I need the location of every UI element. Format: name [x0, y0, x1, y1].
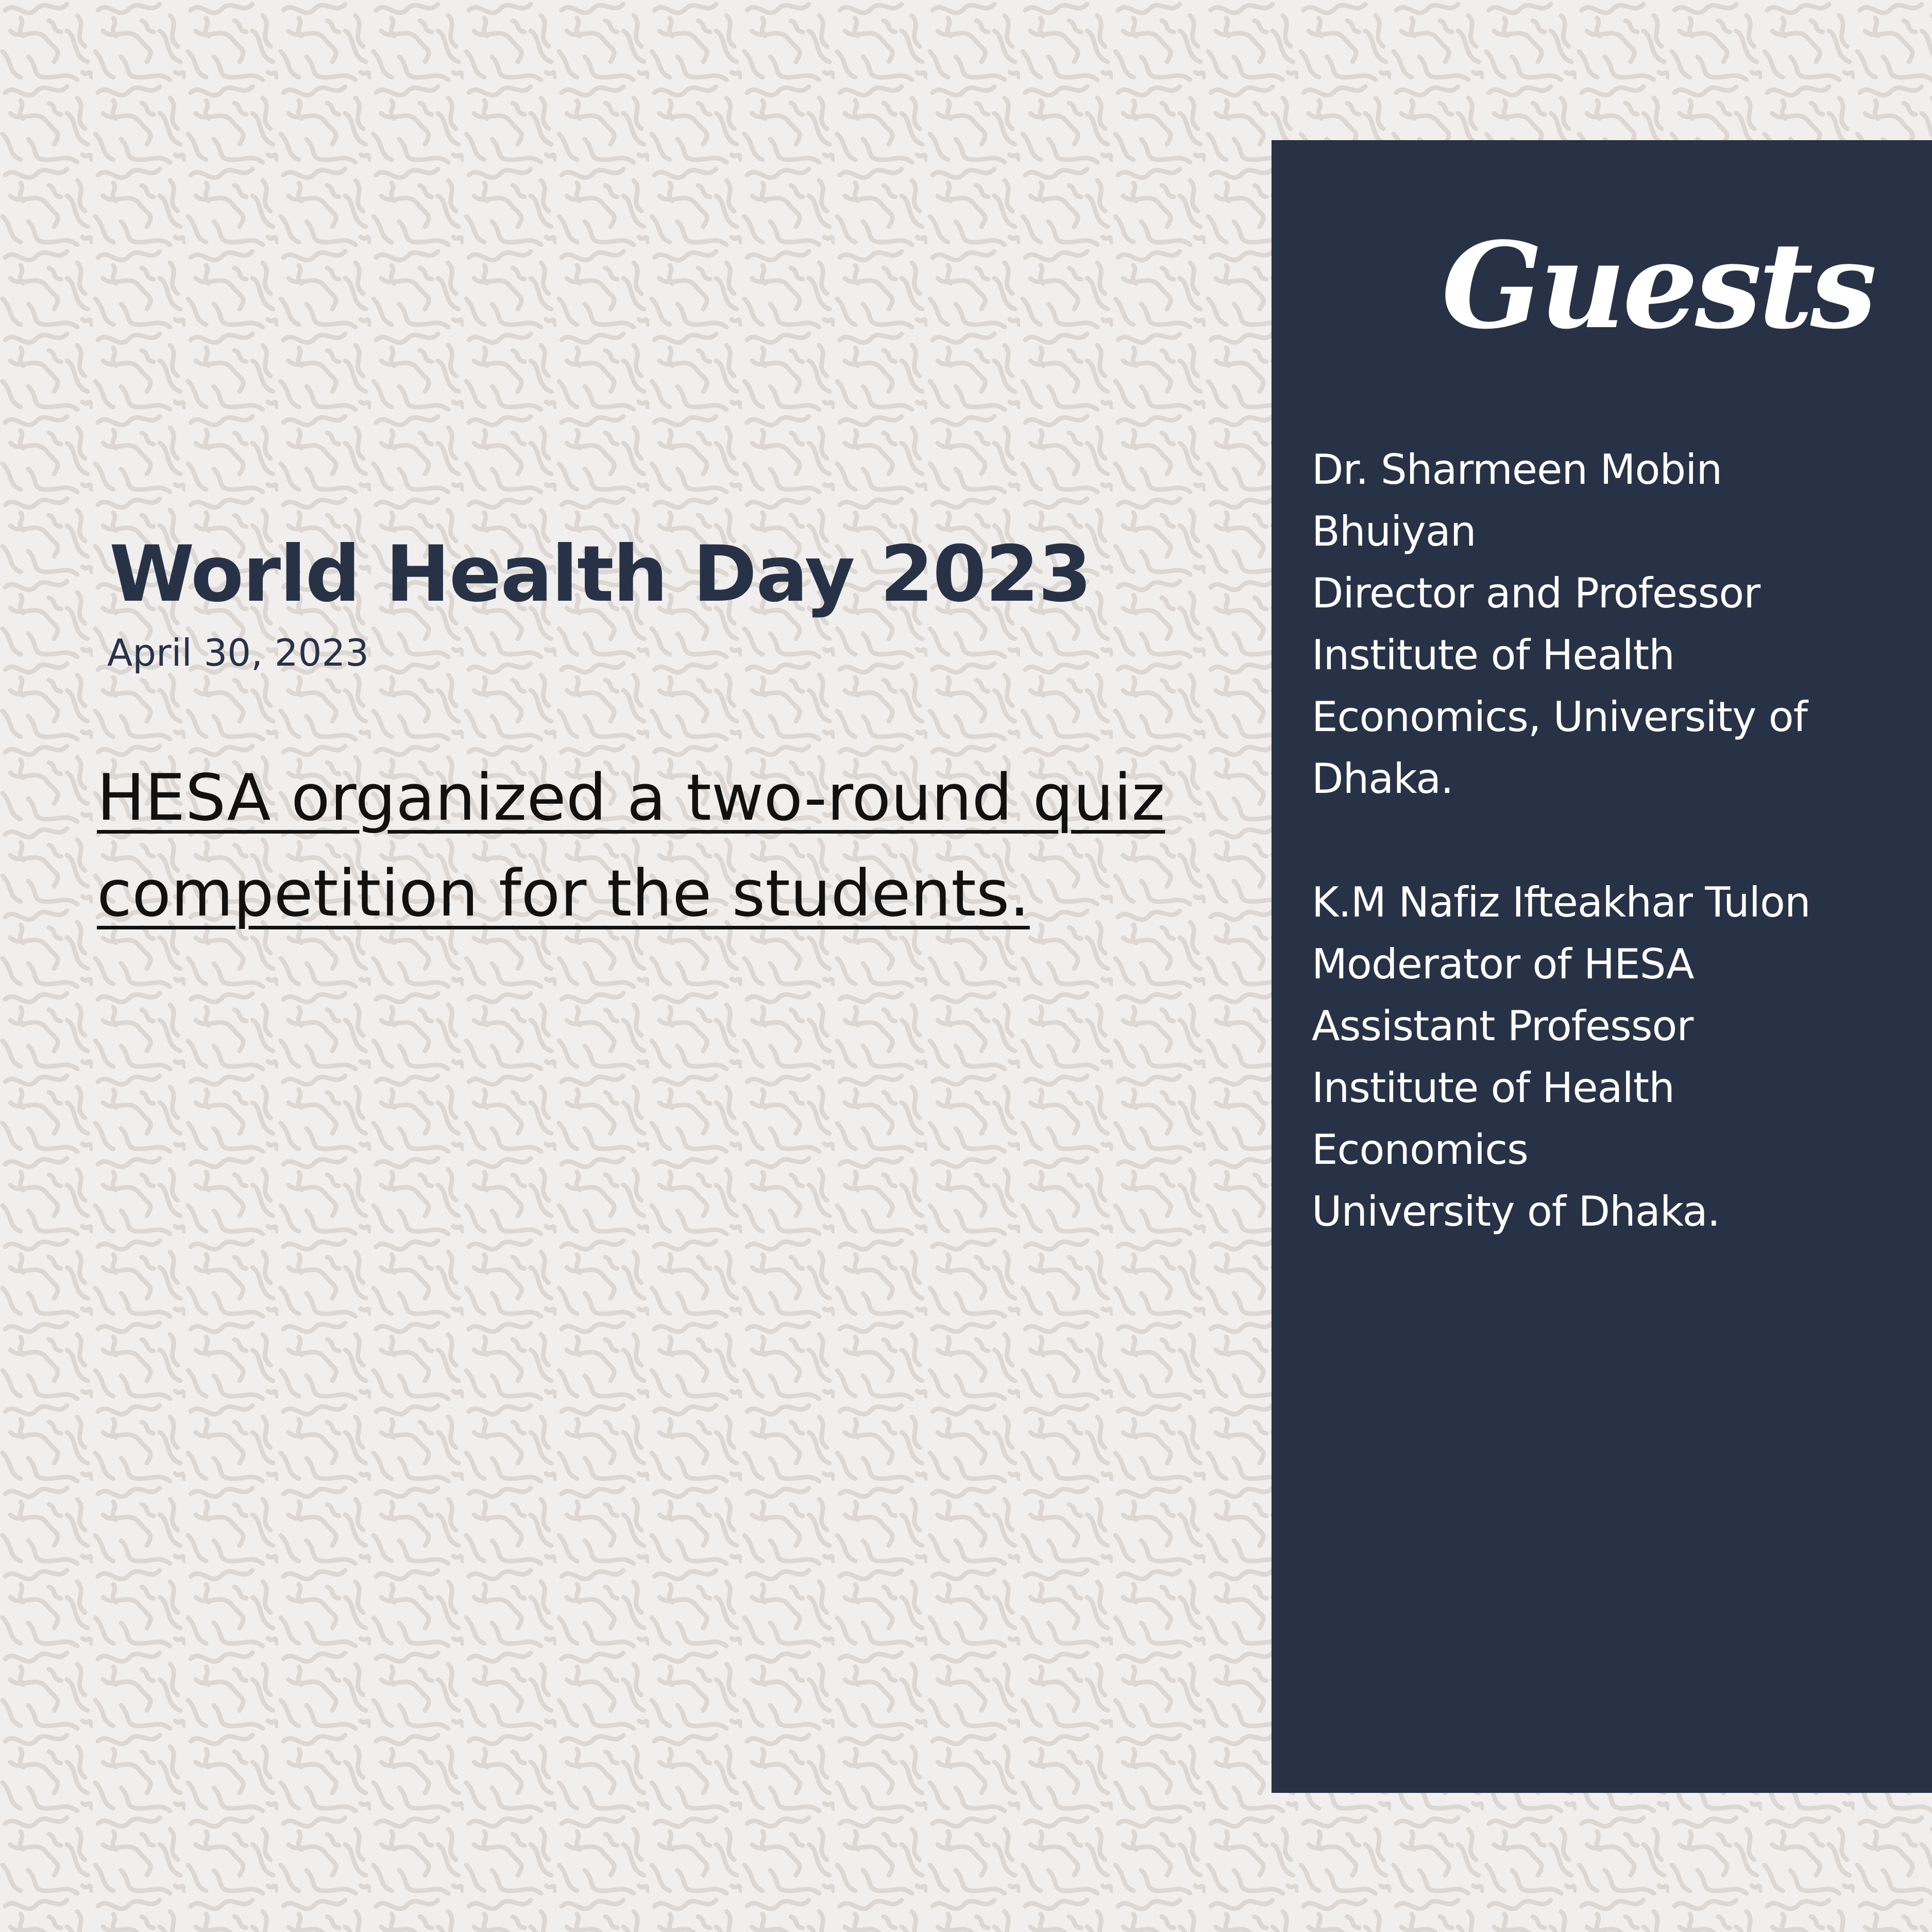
- guest-line: Institute of Health: [1312, 1064, 1674, 1112]
- guest-line: Institute of Health: [1312, 631, 1674, 679]
- event-description: HESA organized a two-round quiz competition for the students.: [97, 761, 1165, 931]
- guest-list: [1312, 439, 1914, 1304]
- guest-line: Economics: [1312, 1126, 1528, 1174]
- event-date: April 30, 2023: [107, 631, 369, 674]
- guest-line: Bhuiyan: [1312, 507, 1476, 555]
- guests-heading: Guests: [1442, 216, 1874, 355]
- guest-line: Economics, University of: [1312, 693, 1807, 741]
- guest-line: Dhaka.: [1312, 755, 1453, 803]
- guest-line: Director and Professor: [1312, 569, 1760, 617]
- guest-line: Dr. Sharmeen Mobin: [1312, 446, 1722, 494]
- event-title: World Health Day 2023: [109, 530, 1091, 619]
- guest-entry: [1312, 872, 1914, 1243]
- guest-line: K.M Nafiz Ifteakhar Tulon: [1312, 878, 1810, 926]
- guest-line: Assistant Professor: [1312, 1002, 1693, 1050]
- guest-entry: [1312, 439, 1914, 810]
- guests-panel: [1272, 140, 1932, 1793]
- guest-line: Moderator of HESA: [1312, 940, 1694, 988]
- guest-line: University of Dhaka.: [1312, 1188, 1720, 1235]
